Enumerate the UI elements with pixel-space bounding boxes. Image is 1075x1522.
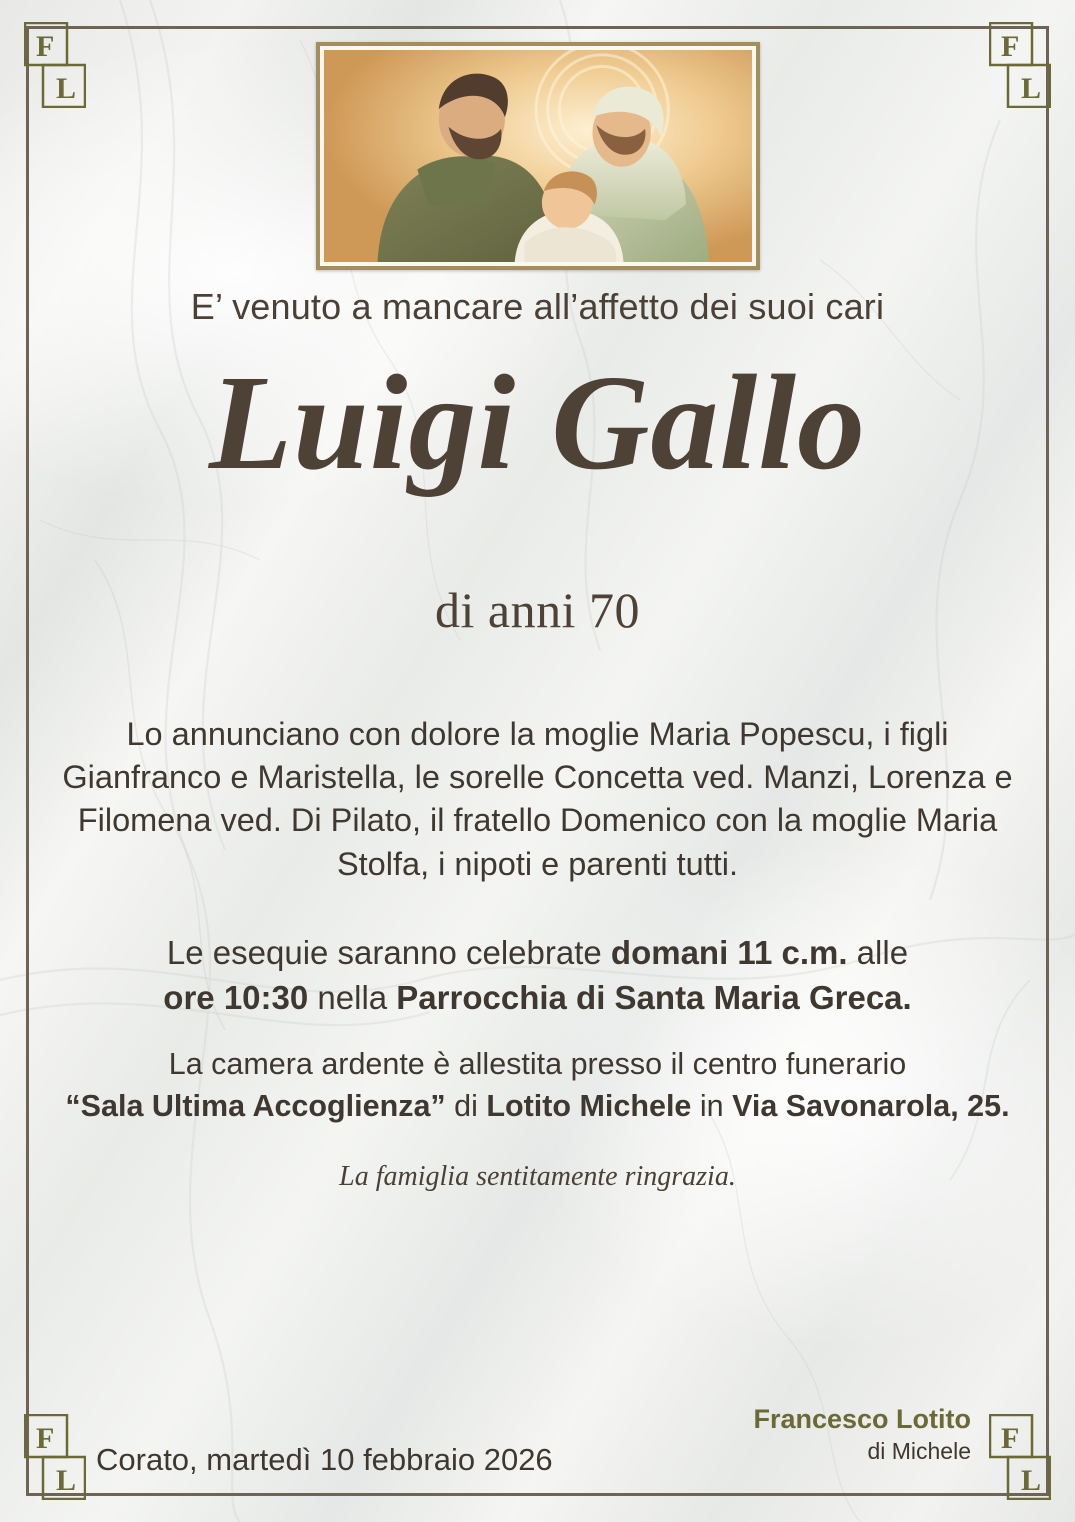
svg-text:L: L (56, 72, 77, 105)
funeral-date: domani 11 c.m. (610, 933, 848, 971)
thanks-line: La famiglia sentitamente ringrazia. (339, 1160, 736, 1192)
chapel-line1: La camera ardente è allestita presso il centro funerario (168, 1046, 907, 1081)
family-announcement-text: Lo annunciano con dolore la moglie Maria Popescu, i figli Gianfranco e Maristella, le sorelle Concetta ved. Manzi, Lorenza e Filomena ved. Di Pilato, il fratello Domenico con la moglie Maria Stolfa, i nipoti e parenti tutti. (62, 715, 1013, 882)
funeral-church: Parrocchia di Santa Maria Greca. (396, 979, 912, 1017)
chapel-line2-post: in (691, 1088, 733, 1123)
funeral-line1-pre: Le esequie saranno celebrate (166, 933, 611, 971)
funeral-line1-post: alle (847, 933, 909, 971)
chapel-details (48, 1043, 1028, 1127)
svg-text:L: L (1021, 72, 1042, 105)
funeral-details (58, 930, 1018, 1021)
holy-family-image (324, 50, 752, 262)
intro-line: E’ venuto a mancare all’affetto dei suoi cari (190, 286, 885, 327)
chapel-owner: Lotito Michele (486, 1088, 692, 1123)
funeral-line2-mid: nella (308, 979, 397, 1017)
place-and-date: Corato, martedì 10 febbraio 2026 (96, 1442, 553, 1477)
monogram-logo-icon (989, 1414, 1051, 1500)
svg-text:L: L (56, 1464, 77, 1497)
svg-text:F: F (1001, 1422, 1020, 1455)
brand-name: Francesco Lotito (753, 1404, 971, 1435)
svg-text:F: F (36, 1422, 55, 1455)
deceased-age: di anni 70 (435, 581, 640, 638)
holy-family-photo-frame (316, 42, 760, 270)
svg-text:L: L (1021, 1464, 1042, 1497)
funeral-time: ore 10:30 (163, 979, 309, 1017)
deceased-name: Luigi Gallo (208, 348, 867, 498)
brand-subtitle: di Michele (867, 1437, 971, 1464)
funeral-home-brand (753, 1405, 971, 1464)
monogram-logo-icon (24, 22, 86, 108)
chapel-address: Via Savonarola, 25. (732, 1088, 1010, 1123)
svg-text:F: F (1001, 30, 1020, 63)
monogram-logo-icon (24, 1414, 86, 1500)
chapel-line2-mid: di (445, 1088, 487, 1123)
chapel-room-name: “Sala Ultima Accoglienza” (65, 1088, 446, 1123)
announcement-content (0, 286, 1075, 1193)
monogram-logo-icon (989, 22, 1051, 108)
svg-text:F: F (36, 30, 55, 63)
